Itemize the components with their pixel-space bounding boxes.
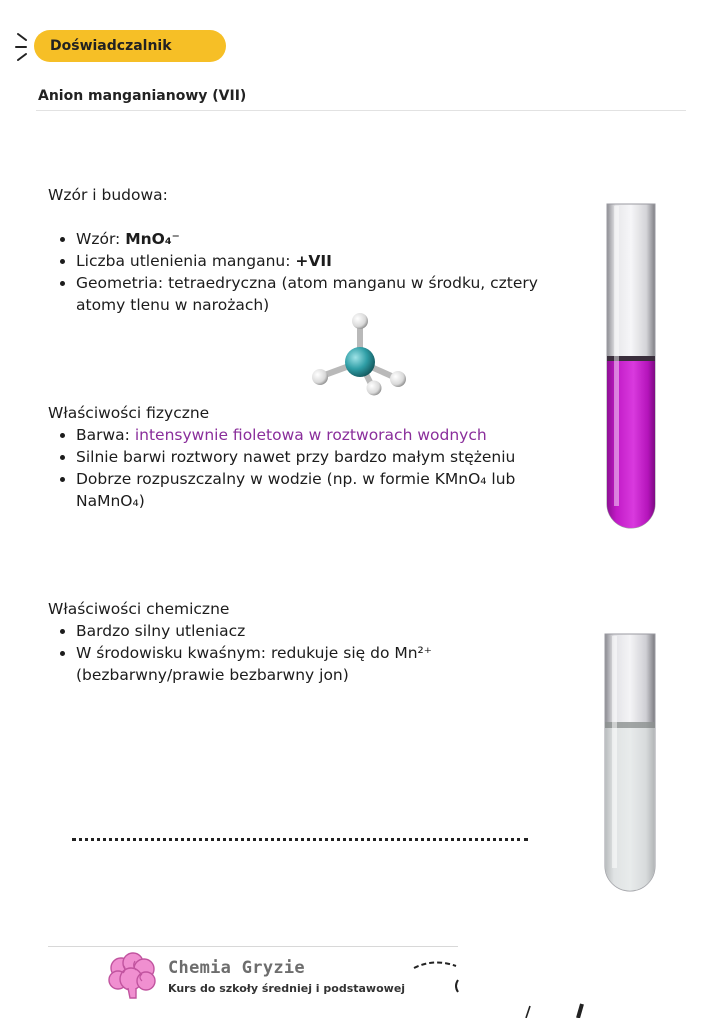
page-title: Anion manganianowy (VII) (38, 88, 247, 104)
color-value: intensywnie fioletowa w roztworach wodnych (134, 426, 487, 444)
item-label: Wzór: (76, 230, 126, 248)
answer-dotted-line (72, 838, 528, 841)
chemical-list (48, 620, 568, 686)
item-label: Liczba utlenienia manganu: (76, 252, 296, 270)
section-heading: Właściwości chemiczne (48, 600, 230, 618)
section-heading: Właściwości fizyczne (48, 404, 210, 422)
list-item (76, 424, 568, 446)
list-item (76, 228, 568, 250)
list-item: • Geometria: tetraedryczna (atom manganu w środku, cztery atomy tlenu w narożach) (76, 272, 568, 316)
brain-logo-icon (106, 952, 158, 1002)
oxidation-state-value: +VII (295, 252, 332, 270)
title-divider (36, 110, 686, 111)
formula-section (48, 184, 568, 316)
brand-subtitle: Kurs do szkoły średniej i podstawowej (168, 982, 406, 995)
physical-properties-section (48, 402, 568, 512)
item-label: Barwa: (76, 426, 135, 444)
chemical-properties-section (48, 598, 568, 686)
section-heading: Wzór i budowa: (48, 186, 168, 204)
curve-decoration-icon (410, 954, 470, 994)
physical-list (48, 424, 568, 512)
list-item (76, 250, 568, 272)
list-item: • Bardzo silny utleniacz (76, 620, 568, 642)
category-badge: Doświadczalnik (34, 30, 226, 62)
list-item: • Dobrze rozpuszczalny w wodzie (np. w formie KMnO₄ lub NaMnO₄) (76, 468, 568, 512)
formula-list (48, 228, 568, 316)
list-item: • W środowisku kwaśnym: redukuje się do Mn²⁺ (bezbarwny/prawie bezbarwny jon) (76, 642, 568, 686)
spark-lines-icon (14, 30, 36, 64)
footer-divider (48, 946, 458, 947)
test-tube-purple-icon (598, 200, 664, 538)
stroke-decoration-icon (522, 1000, 592, 1018)
list-item: • Silnie barwi roztwory nawet przy bardzo małym stężeniu (76, 446, 568, 468)
formula-value: MnO₄⁻ (125, 230, 180, 248)
tetrahedral-molecule-icon (300, 308, 412, 400)
test-tube-clear-icon (596, 630, 664, 894)
brand-name: Chemia Gryzie (168, 958, 305, 978)
